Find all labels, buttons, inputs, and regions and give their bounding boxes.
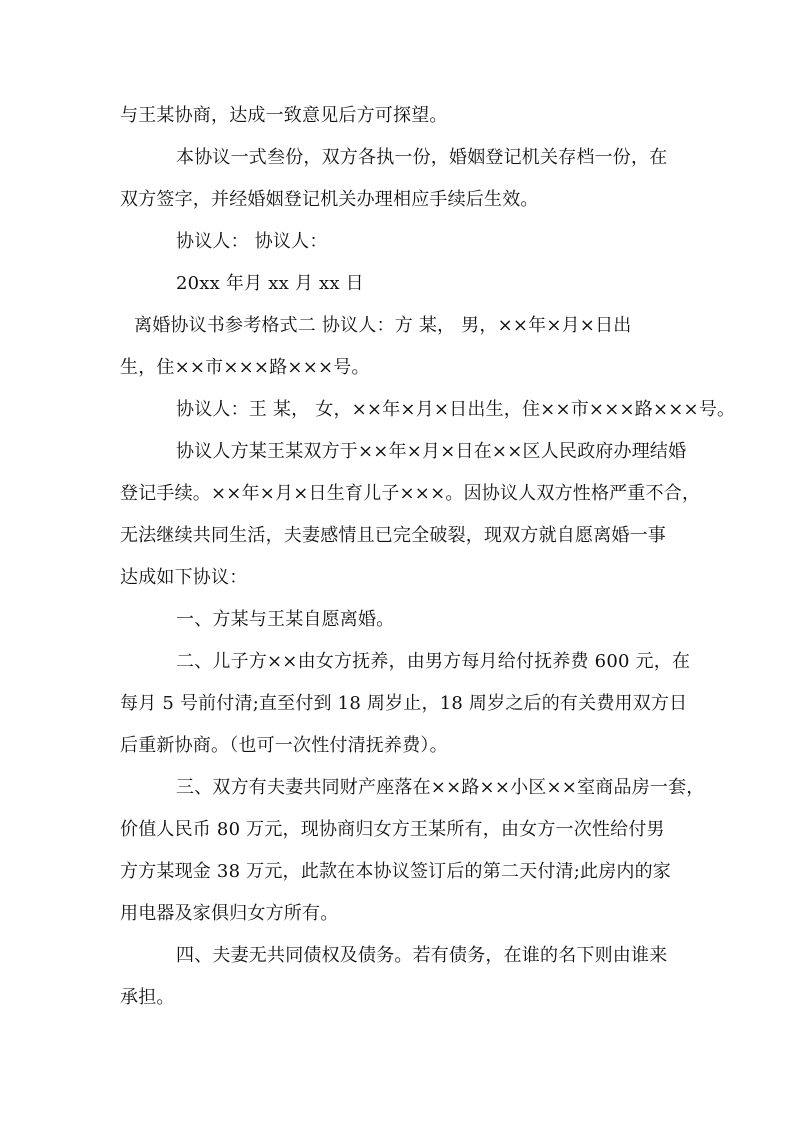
text-line: 无法继续共同生活，夫妻感情且已完全破裂，现双方就自愿离婚一事	[120, 525, 666, 546]
text-line: 本协议一式叁份，双方各执一份，婚姻登记机关存档一份，在	[176, 147, 668, 168]
section-heading-line: 离婚协议书参考格式二 协议人：方 某， 男，××年×月×日出	[134, 315, 632, 336]
agreement-item-3: 三、双方有夫妻共同财产座落在××路××小区××室商品房一套，	[176, 777, 705, 798]
agreement-item-2: 二、儿子方××由女方抚养，由男方每月给付抚养费 600 元，在	[176, 651, 691, 672]
text-line: 方方某现金 38 万元，此款在本协议签订后的第二天付清;此房内的家	[120, 861, 672, 882]
text-line: 双方签字，并经婚姻登记机关办理相应手续后生效。	[120, 189, 539, 210]
text-line: 与王某协商，达成一致意见后方可探望。	[120, 105, 448, 126]
text-line: 用电器及家俱归女方所有。	[120, 903, 339, 924]
text-line: 协议人：王 某， 女，××年×月×日出生，住××市×××路×××号。	[176, 399, 736, 420]
text-line: 达成如下协议：	[120, 567, 248, 588]
date-line: 20xx 年月 xx 月 xx 日	[176, 273, 364, 294]
text-line: 承担。	[120, 987, 175, 1008]
agreement-item-1: 一、方某与王某自愿离婚。	[176, 609, 395, 630]
text-line: 登记手续。××年×月×日生育儿子×××。因协议人双方性格严重不合，	[120, 483, 701, 504]
text-line: 协议人方某王某双方于××年×月×日在××区人民政府办理结婚	[176, 441, 687, 462]
agreement-item-4: 四、夫妻无共同债权及债务。若有债务，在谁的名下则由谁来	[176, 945, 668, 966]
text-line: 每月 5 号前付清;直至付到 18 周岁止，18 周岁之后的有关费用双方日	[120, 693, 688, 714]
text-line: 协议人： 协议人：	[176, 231, 328, 252]
text-line: 价值人民币 80 万元，现协商归女方王某所有，由女方一次性给付男	[120, 819, 665, 840]
text-line: 生，住××市×××路×××号。	[120, 357, 370, 378]
text-line: 后重新协商。（也可一次性付清抚养费）。	[120, 735, 448, 756]
